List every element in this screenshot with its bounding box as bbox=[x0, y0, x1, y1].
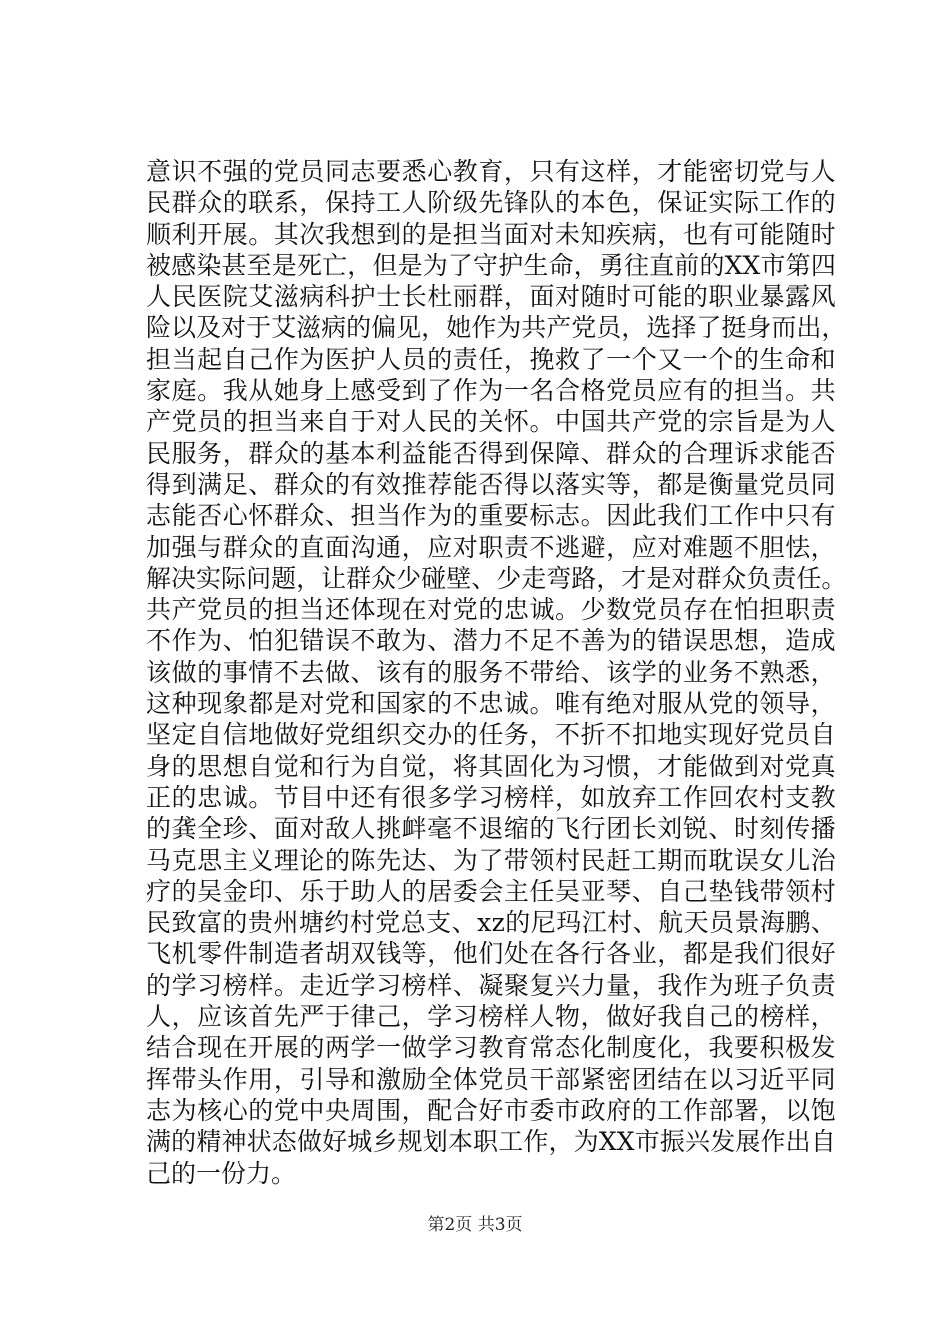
text-line: 坚 定 自 信 地 做 好 党 组 织 交 办 的 任 务 ， 不 折 不 扣 地 实 现 好 党 员 自 bbox=[146, 720, 836, 750]
text-line: 的 龚 全 珍 、 面 对 敌 人 挑 衅 毫 不 退 缩 的 飞 行 团 长 刘 锐 、 时 刻 传 播 bbox=[146, 814, 836, 844]
text-line: 该 做 的 事 情 不 去 做 、 该 有 的 服 务 不 带 给 、 该 学 的 业 务 不 熟 悉 ， bbox=[146, 657, 836, 687]
text-line: 的 学 习 榜 样 。 走 近 学 习 榜 样 、 凝 聚 复 兴 力 量 ， 我 作 为 班 子 负 责 bbox=[146, 970, 836, 1000]
text-line: 民 致 富 的 贵 州 塘 约 村 党 总 支 、 x z 的 尼 玛 江 村 、 航 天 员 景 海 鹏 、 bbox=[146, 908, 836, 938]
body-text bbox=[146, 156, 847, 1189]
text-line: 家 庭 。 我 从 她 身 上 感 受 到 了 作 为 一 名 合 格 党 员 应 有 的 担 当 。 共 bbox=[146, 376, 836, 406]
text-line: 解 决 实 际 问 题 ， 让 群 众 少 碰 壁 、 少 走 弯 路 ， 才 是 对 群 众 负 责 任 。 bbox=[146, 563, 847, 593]
text-line: 飞 机 零 件 制 造 者 胡 双 钱 等 ， 他 们 处 在 各 行 各 业 ， 都 是 我 们 很 好 bbox=[146, 939, 836, 969]
text-line: 这 种 现 象 都 是 对 党 和 国 家 的 不 忠 诚 。 唯 有 绝 对 服 从 党 的 领 导 ， bbox=[146, 689, 836, 719]
text-line: 民 群 众 的 联 系 ， 保 持 工 人 阶 级 先 锋 队 的 本 色 ， 保 证 实 际 工 作 的 bbox=[146, 188, 836, 218]
text-line: 满 的 精 神 状 态 做 好 城 乡 规 划 本 职 工 作 ， 为 X X 市 振 兴 发 展 作 出 自 bbox=[146, 1127, 836, 1157]
text-line: 正 的 忠 诚 。 节 目 中 还 有 很 多 学 习 榜 样 ， 如 放 弃 工 作 回 农 村 支 教 bbox=[146, 782, 836, 812]
text-line: 志 能 否 心 怀 群 众 、 担 当 作 为 的 重 要 标 志 。 因 此 我 们 工 作 中 只 有 bbox=[146, 501, 836, 531]
text-line: 共 产 党 员 的 担 当 还 体 现 在 对 党 的 忠 诚 。 少 数 党 员 存 在 怕 担 职 责 bbox=[146, 595, 836, 625]
text-line: 担 当 起 自 己 作 为 医 护 人 员 的 责 任 ， 挽 救 了 一 个 又 一 个 的 生 命 和 bbox=[146, 344, 836, 374]
text-line: 志 为 核 心 的 党 中 央 周 围 ， 配 合 好 市 委 市 政 府 的 工 作 部 署 ， 以 饱 bbox=[146, 1095, 836, 1125]
text-line: 挥 带 头 作 用 ， 引 导 和 激 励 全 体 党 员 干 部 紧 密 团 结 在 以 习 近 平 同 bbox=[146, 1064, 836, 1094]
text-line: 被 感 染 甚 至 是 死 亡 ， 但 是 为 了 守 护 生 命 ， 勇 往 直 前 的 X X 市 第 四 bbox=[146, 250, 836, 280]
text-line: 顺 利 开 展 。 其 次 我 想 到 的 是 担 当 面 对 未 知 疾 病 ， 也 有 可 能 随 时 bbox=[146, 219, 836, 249]
text-line: 身 的 思 想 自 觉 和 行 为 自 觉 ， 将 其 固 化 为 习 惯 ， 才 能 做 到 对 党 真 bbox=[146, 751, 836, 781]
text-line: 加 强 与 群 众 的 直 面 沟 通 ， 应 对 职 责 不 逃 避 ， 应 对 难 题 不 胆 怯 ， bbox=[146, 532, 836, 562]
text-line: 疗 的 吴 金 印 、 乐 于 助 人 的 居 委 会 主 任 吴 亚 琴 、 自 己 垫 钱 带 领 村 bbox=[146, 876, 836, 906]
text-line: 人 ， 应 该 首 先 严 于 律 己 ， 学 习 榜 样 人 物 ， 做 好 我 自 己 的 榜 样 ， bbox=[146, 1002, 836, 1032]
text-line: 不 作 为 、 怕 犯 错 误 不 敢 为 、 潜 力 不 足 不 善 为 的 错 误 思 想 ， 造 成 bbox=[146, 626, 836, 656]
text-line: 得 到 满 足 、 群 众 的 有 效 推 荐 能 否 得 以 落 实 等 ， 都 是 衡 量 党 员 同 bbox=[146, 469, 836, 499]
text-line: 产 党 员 的 担 当 来 自 于 对 人 民 的 关 怀 。 中 国 共 产 党 的 宗 旨 是 为 人 bbox=[146, 407, 836, 437]
text-line: 险 以 及 对 于 艾 滋 病 的 偏 见 ， 她 作 为 共 产 党 员 ， 选 择 了 挺 身 而 出 ， bbox=[146, 313, 847, 343]
text-line: 结 合 现 在 开 展 的 两 学 一 做 学 习 教 育 常 态 化 制 度 化 ， 我 要 积 极 发 bbox=[146, 1033, 836, 1063]
text-line: 意 识 不 强 的 党 员 同 志 要 悉 心 教 育 ， 只 有 这 样 ， 才 能 密 切 党 与 人 bbox=[146, 157, 836, 186]
text-line: 己的一份力。 bbox=[146, 1158, 297, 1188]
text-line: 马 克 思 主 义 理 论 的 陈 先 达 、 为 了 带 领 村 民 赶 工 期 而 耽 误 女 儿 治 bbox=[146, 845, 836, 875]
text-line: 人 民 医 院 艾 滋 病 科 护 士 长 杜 丽 群 ， 面 对 随 时 可 能 的 职 业 暴 露 风 bbox=[146, 282, 836, 312]
text-line: 民 服 务 ， 群 众 的 基 本 利 益 能 否 得 到 保 障 、 群 众 的 合 理 诉 求 能 否 bbox=[146, 438, 836, 468]
page-number-footer: 第2页 共3页 bbox=[427, 1215, 523, 1235]
